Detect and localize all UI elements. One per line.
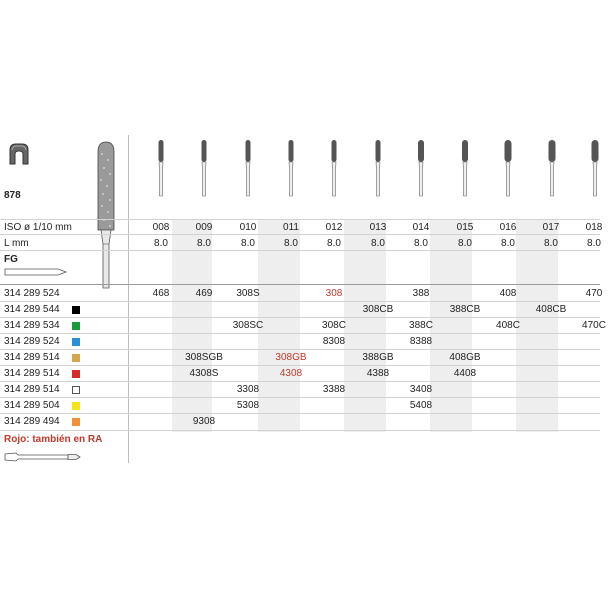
length-value: 8.0 — [544, 238, 558, 249]
bur-icon — [371, 138, 385, 198]
iso-value: 018 — [585, 222, 603, 233]
product-code: 314 289 544 — [4, 304, 60, 315]
table-cell: 388CB — [449, 304, 481, 315]
color-ring-swatch — [72, 306, 80, 314]
table-cell: 3308 — [236, 384, 260, 395]
bur-icon — [545, 138, 559, 198]
bur-icon — [197, 138, 211, 198]
product-code: 314 289 534 — [4, 320, 60, 331]
iso-value: 008 — [152, 222, 170, 233]
row-divider — [0, 219, 600, 220]
iso-value: 009 — [195, 222, 213, 233]
table-cell: 3408 — [409, 384, 433, 395]
color-ring-swatch — [72, 322, 80, 330]
iso-value: 014 — [412, 222, 430, 233]
color-ring-swatch — [72, 370, 80, 378]
color-ring-swatch — [72, 418, 80, 426]
table-cell: 470C — [582, 320, 606, 331]
table-cell: 308GB — [275, 352, 307, 363]
footer-note: Rojo: también en RA — [4, 434, 103, 445]
table-cell: 388 — [412, 288, 430, 299]
bur-icon — [241, 138, 255, 198]
table-cell: 5408 — [409, 400, 433, 411]
length-value: 8.0 — [197, 238, 211, 249]
table-cell: 388GB — [362, 352, 394, 363]
length-value: 8.0 — [241, 238, 255, 249]
row-divider — [0, 317, 600, 318]
table-cell: 408GB — [449, 352, 481, 363]
length-value: 8.0 — [284, 238, 298, 249]
bur-icon — [154, 138, 168, 198]
product-code: 314 289 524 — [4, 336, 60, 347]
table-cell: 8308 — [322, 336, 346, 347]
bur-icon — [414, 138, 428, 198]
iso-value: 016 — [499, 222, 517, 233]
iso-value: 017 — [542, 222, 560, 233]
product-code: 314 289 494 — [4, 416, 60, 427]
row-divider — [0, 301, 600, 302]
length-value: 8.0 — [501, 238, 515, 249]
table-cell: 4388 — [366, 368, 390, 379]
table-cell: 308C — [322, 320, 346, 331]
color-ring-swatch — [72, 338, 80, 346]
product-code: 314 289 514 — [4, 384, 60, 395]
iso-value: 015 — [456, 222, 474, 233]
row-divider — [0, 381, 600, 382]
table-cell: 8388 — [409, 336, 433, 347]
length-value: 8.0 — [458, 238, 472, 249]
iso-value: 012 — [325, 222, 343, 233]
table-cell: 4408 — [453, 368, 477, 379]
row-divider — [0, 430, 600, 431]
row-divider — [0, 284, 600, 285]
color-ring-swatch — [72, 386, 80, 394]
row-divider — [0, 250, 600, 251]
table-cell: 469 — [195, 288, 213, 299]
fg-label: FG — [4, 254, 18, 265]
table-cell: 408CB — [535, 304, 567, 315]
color-ring-swatch — [72, 354, 80, 362]
iso-label: ISO ø 1/10 mm — [4, 222, 72, 233]
row-divider — [0, 397, 600, 398]
table-cell: 4308 — [279, 368, 303, 379]
crown-icon — [4, 138, 34, 168]
table-cell: 9308 — [192, 416, 216, 427]
fg-shank-icon — [4, 267, 70, 277]
table-cell: 308SC — [232, 320, 264, 331]
table-cell: 408C — [496, 320, 520, 331]
row-divider — [0, 349, 600, 350]
iso-value: 011 — [283, 222, 299, 233]
bur-icon — [458, 138, 472, 198]
row-divider — [0, 413, 600, 414]
iso-value: 010 — [239, 222, 257, 233]
row-divider — [0, 333, 600, 334]
table-cell: 308S — [236, 288, 260, 299]
table-cell: 468 — [152, 288, 170, 299]
bur-icon — [94, 140, 118, 290]
length-value: 8.0 — [327, 238, 341, 249]
table-cell: 470 — [585, 288, 603, 299]
product-code: 314 289 504 — [4, 400, 60, 411]
color-ring-swatch — [72, 402, 80, 410]
table-cell: 308CB — [362, 304, 394, 315]
length-value: 8.0 — [587, 238, 601, 249]
table-cell: 5308 — [236, 400, 260, 411]
row-divider — [0, 234, 600, 235]
product-code: 314 289 524 — [4, 288, 60, 299]
length-label: L mm — [4, 238, 29, 249]
bur-icon — [327, 138, 341, 198]
length-value: 8.0 — [154, 238, 168, 249]
table-cell: 388C — [409, 320, 433, 331]
table-cell: 4308S — [189, 368, 219, 379]
length-value: 8.0 — [414, 238, 428, 249]
length-value: 8.0 — [371, 238, 385, 249]
table-cell: 3388 — [322, 384, 346, 395]
row-divider — [0, 365, 600, 366]
product-code: 314 289 514 — [4, 352, 60, 363]
iso-value: 013 — [369, 222, 387, 233]
bur-icon — [284, 138, 298, 198]
figure-number: 878 — [4, 190, 21, 201]
bur-icon — [501, 138, 515, 198]
table-cell: 308 — [325, 288, 343, 299]
product-code: 314 289 514 — [4, 368, 60, 379]
ra-shank-icon — [4, 450, 84, 464]
table-cell: 408 — [499, 288, 517, 299]
table-cell: 308SGB — [185, 352, 223, 363]
bur-icon — [588, 138, 602, 198]
